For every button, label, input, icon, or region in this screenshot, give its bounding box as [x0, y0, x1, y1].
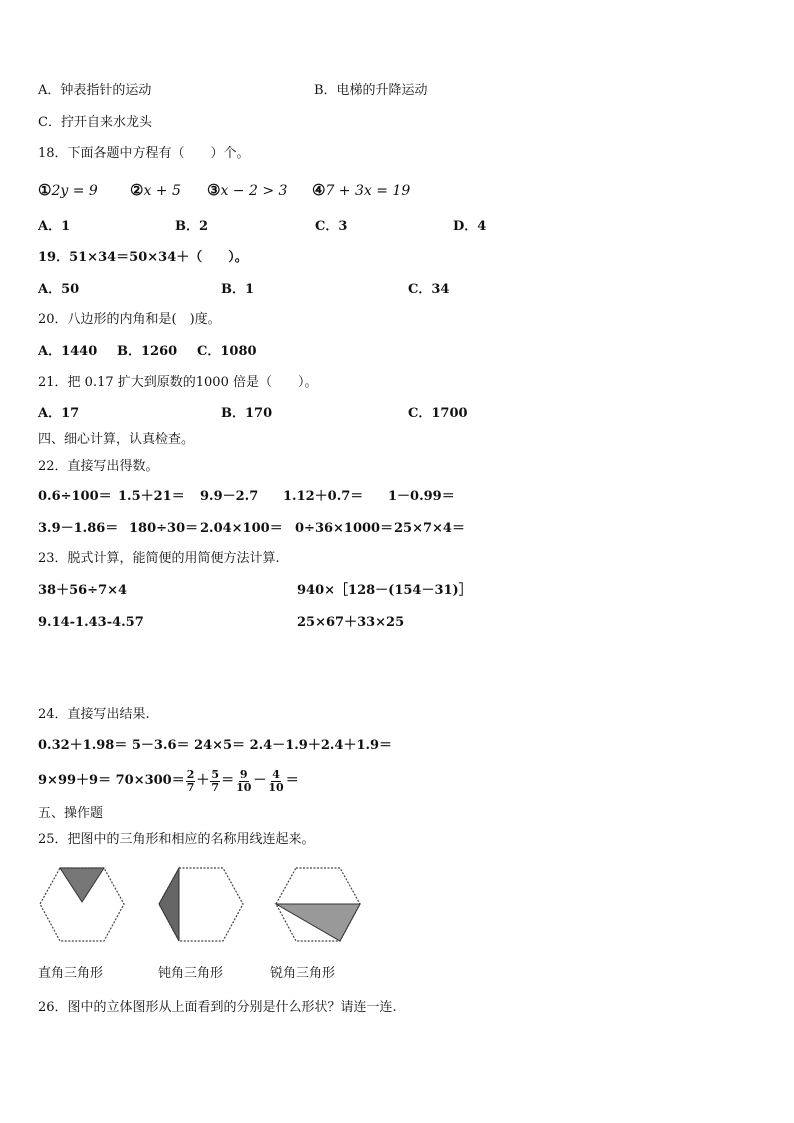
- q18-eq4-number: ④: [312, 181, 326, 199]
- q21-stem: 21．把 0.17 扩大到原数的1000 倍是（ ）。: [38, 375, 318, 390]
- fraction-numerator: 5: [211, 767, 220, 781]
- q21-option-b[interactable]: B．170: [221, 406, 273, 421]
- q22-item: 180÷30＝: [129, 521, 199, 536]
- q18-eq4-wrap: [312, 182, 410, 200]
- q26-stem: 26．图中的立体图形从上面看到的分别是什么形状？请连一连.: [38, 1000, 397, 1015]
- q22-item: 1.5＋21＝: [118, 489, 185, 504]
- q22-stem: 22．直接写出得数。: [38, 459, 159, 474]
- q22-item: 1.12＋0.7＝: [283, 489, 364, 504]
- plus-sign: ＋: [196, 773, 210, 788]
- q18-eq4: 7 + 3x = 19: [325, 183, 411, 199]
- q18-eq3-number: ③: [207, 181, 221, 199]
- q18-equations: [38, 182, 98, 200]
- q18-stem: 18．下面各题中方程有（ ）个。: [38, 146, 250, 161]
- q22-item: 0.6÷100＝: [38, 489, 112, 504]
- q22-item: 2.04×100＝: [200, 521, 283, 536]
- q23-item: 9.14-1.43-4.57: [38, 615, 144, 630]
- fraction-denominator: 10: [268, 780, 284, 794]
- q25-stem: 25．把图中的三角形和相应的名称用线连起来。: [38, 832, 315, 847]
- q18-eq3-wrap: [207, 182, 287, 200]
- q24-row1: 0.32＋1.98＝ 5－3.6＝ 24×5＝ 2.4－1.9＋2.4＋1.9＝: [38, 738, 393, 753]
- q19-option-a[interactable]: A．50: [38, 282, 80, 297]
- q18-eq2: x + 5: [143, 183, 181, 199]
- q23-item: 25×67＋33×25: [297, 615, 405, 630]
- equals-sign: ＝: [221, 773, 235, 788]
- q21-option-a[interactable]: A．17: [38, 406, 80, 421]
- fraction-numerator: 4: [272, 767, 280, 781]
- label-obtuse-triangle[interactable]: 钝角三角形: [158, 966, 224, 981]
- q22-item: 25×7×4＝: [394, 521, 465, 536]
- q18-option-a[interactable]: A．1: [38, 219, 71, 234]
- q24-fraction-4: [267, 769, 284, 794]
- q21-option-c[interactable]: C．1700: [408, 406, 468, 421]
- q18-option-d[interactable]: D．4: [453, 219, 487, 234]
- section-5-heading: 五、操作题: [38, 806, 104, 821]
- section-4-heading: 四、细心计算，认真检查。: [38, 432, 195, 447]
- q18-option-b[interactable]: B．2: [175, 219, 209, 234]
- fraction-numerator: 2: [186, 767, 195, 781]
- q24-row2: [38, 767, 299, 796]
- q18-eq1-number: ①: [38, 181, 52, 199]
- fraction-denominator: 7: [211, 780, 220, 794]
- fraction-denominator: 7: [186, 780, 195, 794]
- equals-sign: ＝: [285, 773, 299, 788]
- fraction-numerator: 9: [239, 767, 248, 781]
- q23-stem: 23．脱式计算，能简便的用简便方法计算.: [38, 551, 280, 566]
- q17-option-c[interactable]: C．拧开自来水龙头: [38, 115, 152, 130]
- q18-option-c[interactable]: C．3: [315, 219, 348, 234]
- q17-option-b[interactable]: B．电梯的升降运动: [314, 83, 428, 98]
- fraction-denominator: 10: [236, 780, 252, 794]
- q18-eq2-wrap: [130, 182, 181, 200]
- q17-option-a[interactable]: A．钟表指针的运动: [38, 83, 152, 98]
- q24-row2-text: 9×99＋9＝ 70×300＝: [38, 773, 185, 788]
- label-acute-triangle[interactable]: 锐角三角形: [270, 966, 336, 981]
- q18-eq1: 2y = 9: [51, 183, 98, 199]
- hexagon-figure-3[interactable]: [274, 866, 362, 944]
- label-right-triangle[interactable]: 直角三角形: [38, 966, 104, 981]
- q20-stem: 20．八边形的内角和是( )度。: [38, 312, 221, 327]
- q19-stem: 19．51×34＝50×34＋（ ）。: [38, 250, 248, 265]
- q20-option-b[interactable]: B．1260: [117, 344, 178, 359]
- hexagon-figure-2[interactable]: [157, 866, 245, 944]
- hexagon-figure-1[interactable]: [38, 866, 126, 944]
- q24-fraction-3: [235, 769, 252, 794]
- q22-item: 0÷36×1000＝: [295, 521, 394, 536]
- q22-item: 9.9－2.7: [200, 489, 259, 504]
- minus-sign: －: [253, 773, 267, 788]
- q18-eq2-number: ②: [130, 181, 144, 199]
- q22-item: 1－0.99＝: [388, 489, 455, 504]
- q24-stem: 24．直接写出结果.: [38, 707, 150, 722]
- q22-item: 3.9－1.86＝: [38, 521, 119, 536]
- q20-option-c[interactable]: C．1080: [197, 344, 257, 359]
- q18-eq3: x − 2 > 3: [220, 183, 288, 199]
- q23-item: 940×［128－(154－31)］: [297, 583, 472, 598]
- q19-option-b[interactable]: B．1: [221, 282, 255, 297]
- q19-option-c[interactable]: C．34: [408, 282, 450, 297]
- q20-option-a[interactable]: A．1440: [38, 344, 98, 359]
- q24-fraction-2: [210, 769, 220, 794]
- q24-fraction-1: [186, 769, 196, 794]
- q23-item: 38＋56÷7×4: [38, 583, 128, 598]
